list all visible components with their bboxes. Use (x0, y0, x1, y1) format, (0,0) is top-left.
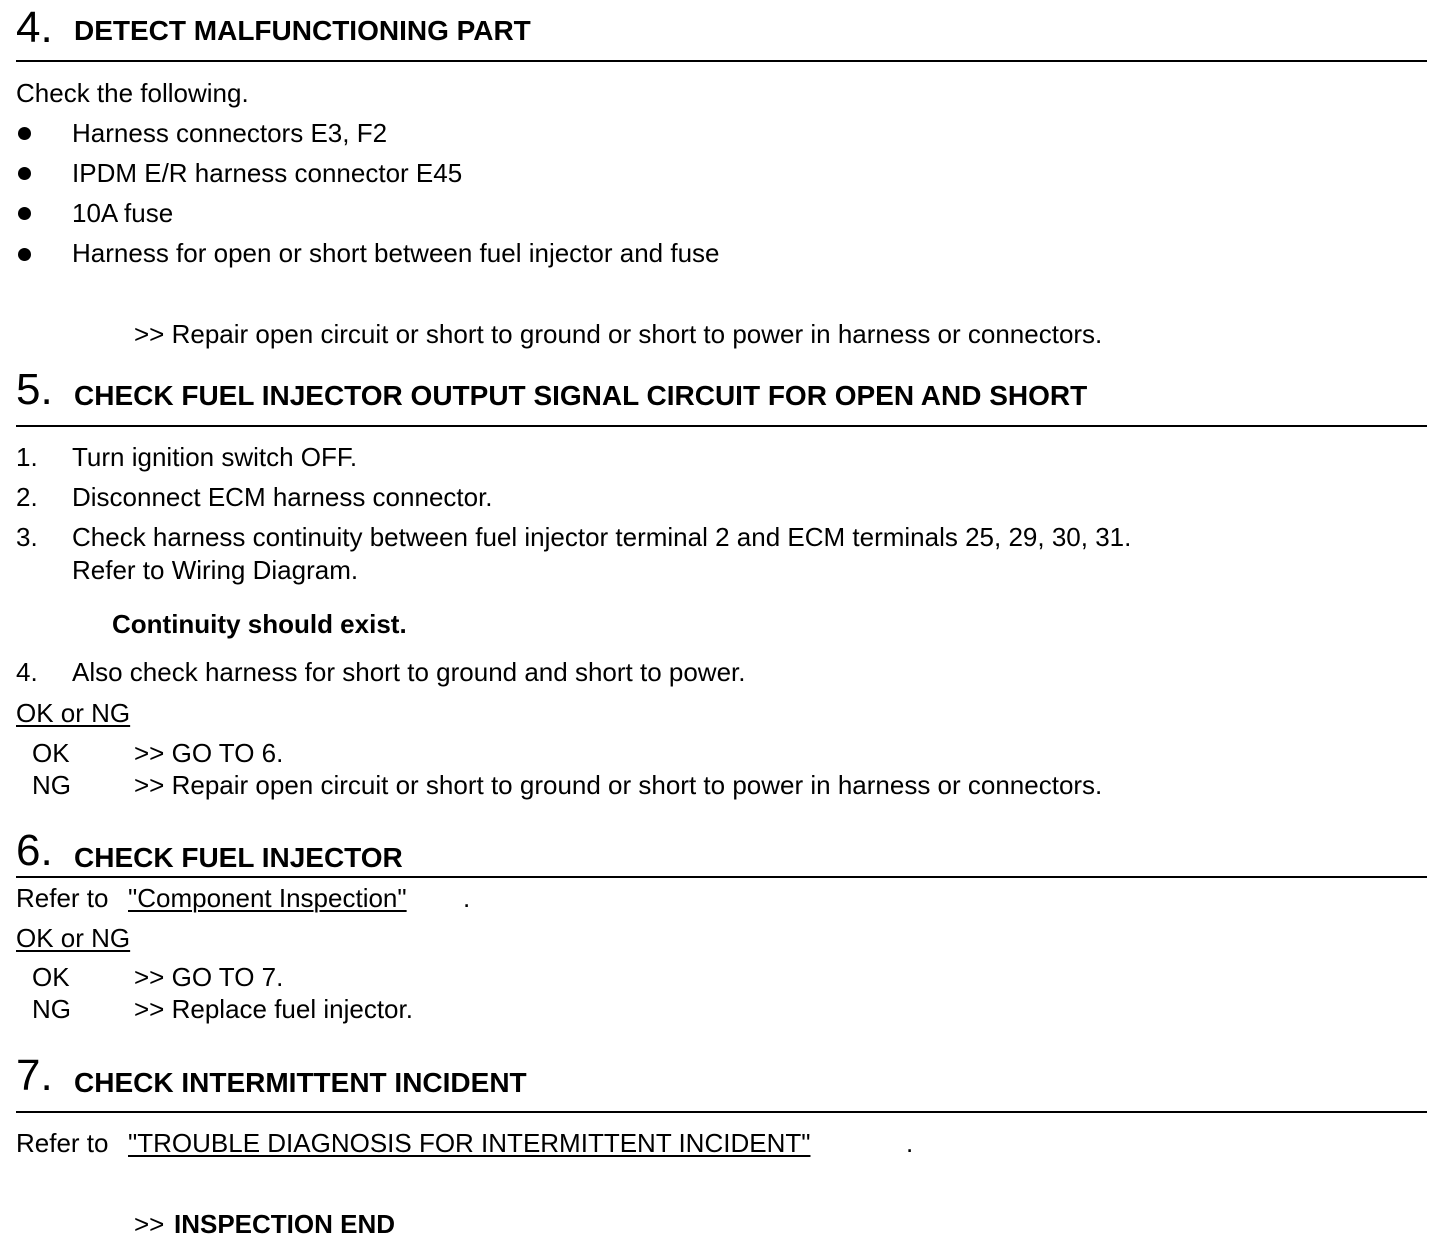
step5-title: CHECK FUEL INJECTOR OUTPUT SIGNAL CIRCUIT FOR OPEN AND SHORT (74, 380, 1088, 411)
step4-bullet-1: Harness connectors E3, F2 (72, 118, 388, 148)
step5-item-2-text: Disconnect ECM harness connector. (72, 482, 493, 512)
step7-refer-suffix: . (906, 1128, 914, 1158)
step5-item-3-text2: Refer to Wiring Diagram. (72, 555, 359, 585)
step5-judgement: OK or NG (16, 698, 131, 728)
step4-number: 4. (16, 3, 53, 52)
intermittent-incident-link[interactable]: "TROUBLE DIAGNOSIS FOR INTERMITTENT INCIDENT" (128, 1128, 811, 1158)
step7-number: 7. (16, 1051, 53, 1100)
step6-ok-label: OK (32, 962, 70, 992)
step4-result: >> Repair open circuit or short to ground or short to power in harness or connectors. (134, 319, 1103, 349)
step6-judgement: OK or NG (16, 923, 131, 953)
step5-item-1-num: 1. (16, 442, 38, 472)
step4-bullet-4: Harness for open or short between fuel injector and fuse (72, 238, 720, 268)
step5-item-3-text: Check harness continuity between fuel injector terminal 2 and ECM terminals 25, 29, 30, 31. (72, 522, 1132, 552)
step5-divider (16, 425, 1427, 427)
bullet-icon (18, 167, 31, 180)
step6-refer-prefix: Refer to (16, 883, 109, 913)
step4-bullet-2: IPDM E/R harness connector E45 (72, 158, 463, 188)
step4-intro: Check the following. (16, 78, 249, 108)
step6-refer-suffix: . (463, 883, 471, 913)
step4-title: DETECT MALFUNCTIONING PART (74, 15, 531, 46)
step4-bullet-3: 10A fuse (72, 198, 174, 228)
step7-title: CHECK INTERMITTENT INCIDENT (74, 1067, 527, 1098)
step6-ok-text: >> GO TO 7. (134, 962, 284, 992)
step5-item-4-text: Also check harness for short to ground and short to power. (72, 657, 746, 687)
inspection-end-label: INSPECTION END (174, 1209, 396, 1239)
step7-end-prefix: >> (134, 1209, 165, 1239)
step5-ng-text: >> Repair open circuit or short to ground or short to power in harness or connectors. (134, 770, 1103, 800)
step7-refer-prefix: Refer to (16, 1128, 109, 1158)
step4-divider (16, 60, 1427, 62)
step6-ng-text: >> Replace fuel injector. (134, 994, 413, 1024)
step7-divider (16, 1111, 1427, 1113)
step5-item-4-num: 4. (16, 657, 38, 687)
step6-divider (16, 876, 1427, 878)
step5-ng-label: NG (32, 770, 71, 800)
step5-item-2-num: 2. (16, 482, 38, 512)
step5-item-3-num: 3. (16, 522, 38, 552)
component-inspection-link[interactable]: "Component Inspection" (128, 883, 407, 913)
bullet-icon (18, 248, 31, 261)
step5-ok-label: OK (32, 738, 70, 768)
step6-ng-label: NG (32, 994, 71, 1024)
step5-number: 5. (16, 365, 53, 414)
step6-title: CHECK FUEL INJECTOR (74, 842, 403, 873)
step5-spec: Continuity should exist. (112, 609, 407, 639)
step5-item-1-text: Turn ignition switch OFF. (72, 442, 358, 472)
bullet-icon (18, 207, 31, 220)
bullet-icon (18, 127, 31, 140)
step5-ok-text: >> GO TO 6. (134, 738, 284, 768)
step6-number: 6. (16, 826, 53, 875)
